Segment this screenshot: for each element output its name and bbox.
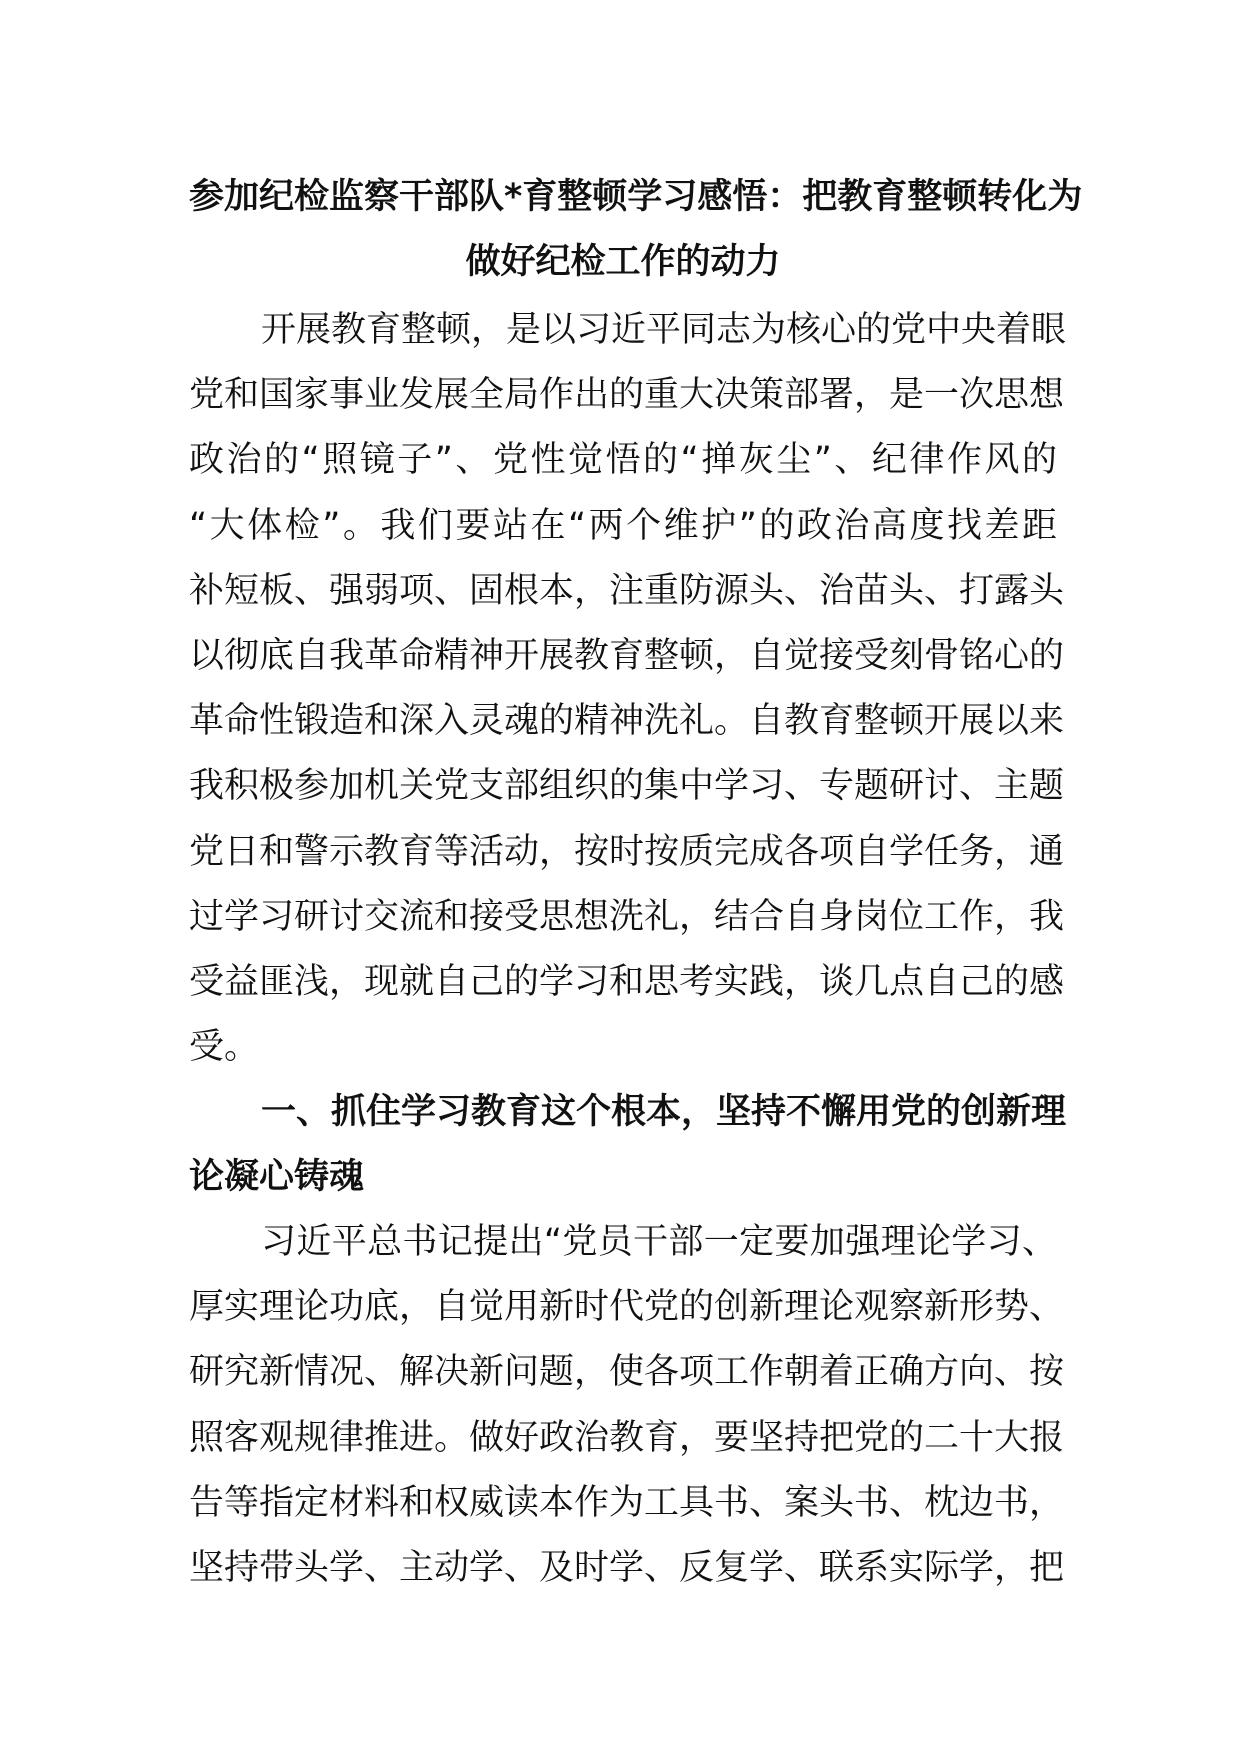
paragraph-line: 受。 (189, 1027, 260, 1068)
paragraph-line: 告等指定材料和权威读本作为工具书、案头书、枕边书， (189, 1482, 1065, 1523)
paragraph-line: 我积极参加机关党支部组织的集中学习、专题研讨、主题 (189, 766, 1065, 807)
document-title-line-2: 做好纪检工作的动力 (465, 242, 781, 282)
paragraph-line: 受益匪浅，现就自己的学习和思考实践，谈几点自己的感 (189, 962, 1065, 1002)
paragraph-line: 照客观规律推进。做好政治教育，要坚持把党的二十大报 (189, 1417, 1065, 1458)
paragraph-line: 习近平总书记提出“党员干部一定要加强理论学习、 (261, 1222, 1057, 1262)
paragraph-line: 政治的“照镜子”、党性觉悟的“掸灰尘”、纪律作风的 (189, 440, 1057, 481)
section-heading-1-line-2: 论凝心铸魂 (189, 1157, 365, 1197)
paragraph-line: 开展教育整顿，是以习近平同志为核心的党中央着眼 (261, 310, 1067, 350)
document-title-line-1: 参加纪检监察干部队*育整顿学习感悟：把教育整顿转化为 (189, 177, 1083, 217)
paragraph-line: 党和国家事业发展全局作出的重大决策部署，是一次思想 (189, 375, 1065, 416)
paragraph-line: 厚实理论功底，自觉用新时代党的创新理论观察新形势、 (189, 1287, 1065, 1328)
paragraph-line: 补短板、强弱项、固根本，注重防源头、治苗头、打露头 (189, 570, 1065, 611)
paragraph-line: 过学习研讨交流和接受思想洗礼，结合自身岗位工作，我 (189, 896, 1065, 937)
paragraph-line: “大体检”。我们要站在“两个维护”的政治高度找差距 (189, 505, 1057, 546)
paragraph-line: 坚持带头学、主动学、及时学、反复学、联系实际学，把 (189, 1548, 1065, 1588)
paragraph-line: 党日和警示教育等活动，按时按质完成各项自学任务，通 (189, 831, 1065, 872)
section-heading-1-line-1: 一、抓住学习教育这个根本，坚持不懈用党的创新理 (261, 1092, 1067, 1132)
paragraph-line: 研究新情况、解决新问题，使各项工作朝着正确方向、按 (189, 1352, 1065, 1393)
paragraph-line: 以彻底自我革命精神开展教育整顿，自觉接受刻骨铭心的 (189, 636, 1065, 676)
paragraph-line: 革命性锻造和深入灵魂的精神洗礼。自教育整顿开展以来 (189, 701, 1065, 742)
